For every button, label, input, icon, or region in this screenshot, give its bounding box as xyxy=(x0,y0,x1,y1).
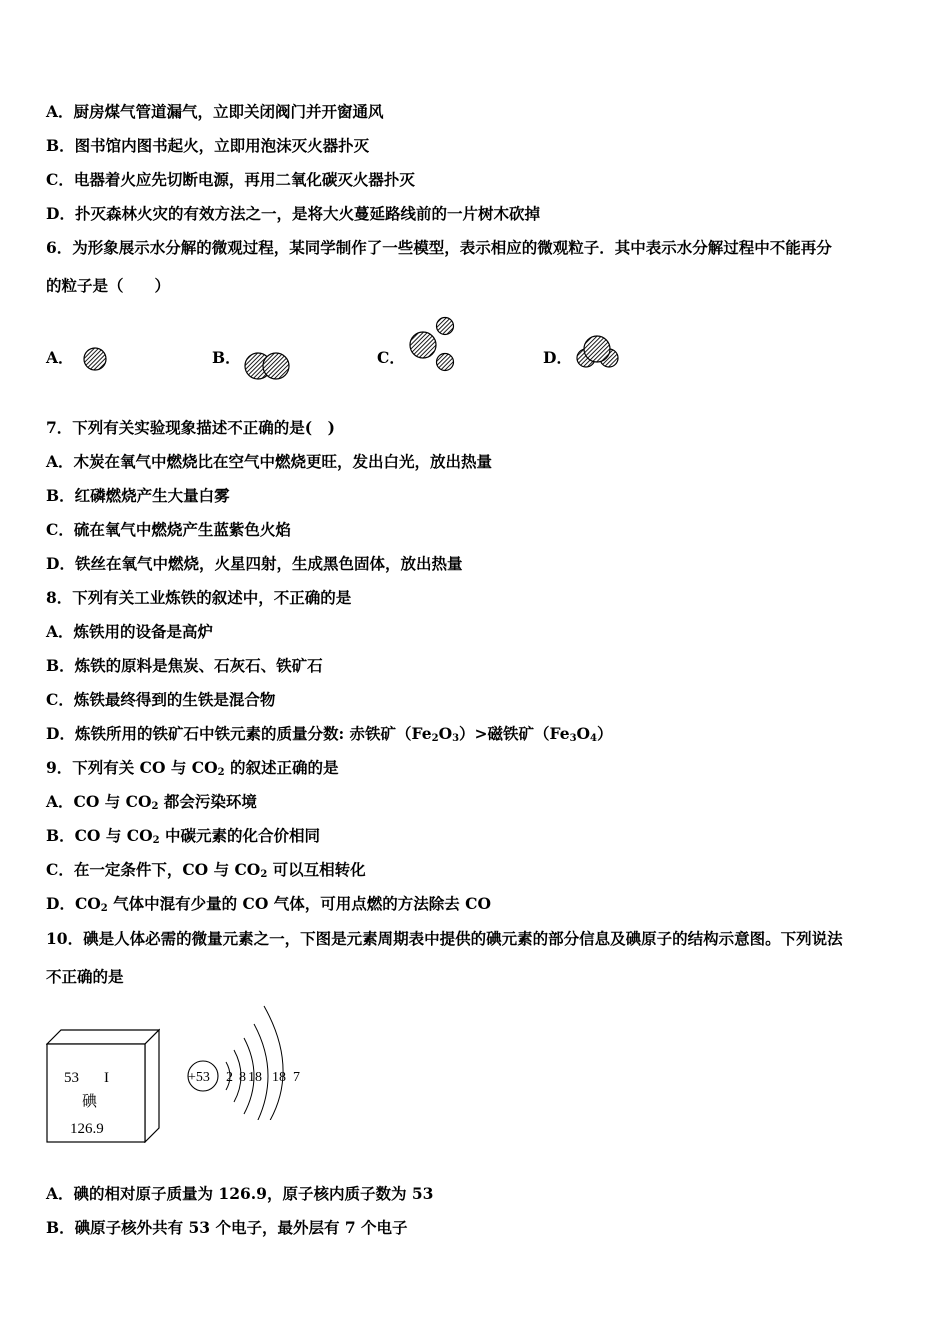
q7-option-a: A．木炭在氧气中燃烧比在空气中燃烧更旺，发出白光，放出热量 xyxy=(46,452,493,471)
shell-2-count: 8 xyxy=(239,1070,246,1085)
q9-option-a: A．CO 与 $CO_2$ 都会污染环境 xyxy=(46,792,257,812)
q9-option-b: B．CO 与 $CO_2$ 中碳元素的化合价相同 xyxy=(46,826,320,846)
q10-option-b: B．碘原子核外共有 53 个电子，最外层有 7 个电子 xyxy=(46,1218,408,1237)
element-name: 碘 xyxy=(82,1094,98,1110)
element-atomic-number: 53 xyxy=(64,1070,79,1086)
q9-stem: 9．下列有关 CO 与 $CO_2$ 的叙述正确的是 xyxy=(46,758,339,778)
shell-3-count: 18 xyxy=(248,1070,262,1085)
q6-label-d: D． xyxy=(543,348,572,367)
q5-option-c: C．电器着火应先切断电源，再用二氧化碳灭火器扑灭 xyxy=(46,170,415,189)
nucleus-charge: +53 xyxy=(188,1070,210,1085)
iodine-atom-structure-diagram xyxy=(184,1000,304,1120)
q8-option-a: A．炼铁用的设备是高炉 xyxy=(46,622,214,641)
shell-4-count: 18 xyxy=(272,1070,286,1085)
element-cell-iodine xyxy=(46,1028,160,1143)
q7-stem: 7．下列有关实验现象描述不正确的是( ) xyxy=(46,418,335,437)
q9-option-d: D．$CO_2$ 气体中混有少量的 CO 气体，可用点燃的方法除去 CO xyxy=(46,894,492,914)
q9-option-c: C．在一定条件下，CO 与 $CO_2$ 可以互相转化 xyxy=(46,860,366,880)
q10-stem-line1: 10．碘是人体必需的微量元素之一，下图是元素周期表中提供的碘元素的部分信息及碘原子的结构示意图。下列说法 xyxy=(46,929,843,948)
q6-stem-line1: 6．为形象展示水分解的微观过程，某同学制作了一些模型，表示相应的微观粒子．其中表示水分解过程中不能再分 xyxy=(46,238,832,257)
q6-label-a: A． xyxy=(46,348,74,367)
q6-stem-line2: 的粒子是（ ） xyxy=(46,276,171,295)
q10-stem-line2: 不正确的是 xyxy=(46,967,124,986)
element-symbol: I xyxy=(104,1070,109,1086)
q7-option-c: C．硫在氧气中燃烧产生蓝紫色火焰 xyxy=(46,520,291,539)
q10-option-a: A．碘的相对原子质量为 126.9，原子核内质子数为 53 xyxy=(46,1184,434,1203)
q8-stem: 8．下列有关工业炼铁的叙述中，不正确的是 xyxy=(46,588,352,607)
q8-option-c: C．炼铁最终得到的生铁是混合物 xyxy=(46,690,276,709)
q6-label-b: B． xyxy=(212,348,241,367)
q8-option-b: B．炼铁的原料是焦炭、石灰石、铁矿石 xyxy=(46,656,323,675)
q8-option-d: D．炼铁所用的铁矿石中铁元素的质量分数: 赤铁矿$(Fe_2O_3)>$磁铁矿$(Fe_3O_4)$ xyxy=(46,724,613,744)
q6-particle-d-icon xyxy=(574,333,622,371)
shell-1-count: 2 xyxy=(226,1070,233,1085)
q5-option-a: A．厨房煤气管道漏气，立即关闭阀门并开窗通风 xyxy=(46,102,384,121)
q6-particle-a-icon xyxy=(80,345,110,373)
element-mass: 126.9 xyxy=(70,1121,104,1137)
q7-option-d: D．铁丝在氧气中燃烧，火星四射，生成黑色固体，放出热量 xyxy=(46,554,463,573)
q6-particle-b-icon xyxy=(243,350,293,382)
q6-label-c: C． xyxy=(377,348,405,367)
shell-5-count: 7 xyxy=(293,1070,300,1085)
q5-option-b: B．图书馆内图书起火，立即用泡沫灭火器扑灭 xyxy=(46,136,370,155)
q7-option-b: B．红磷燃烧产生大量白雾 xyxy=(46,486,230,505)
q6-particle-c-icon xyxy=(405,316,460,376)
q5-option-d: D．扑灭森林火灾的有效方法之一，是将大火蔓延路线前的一片树木砍掉 xyxy=(46,204,540,223)
